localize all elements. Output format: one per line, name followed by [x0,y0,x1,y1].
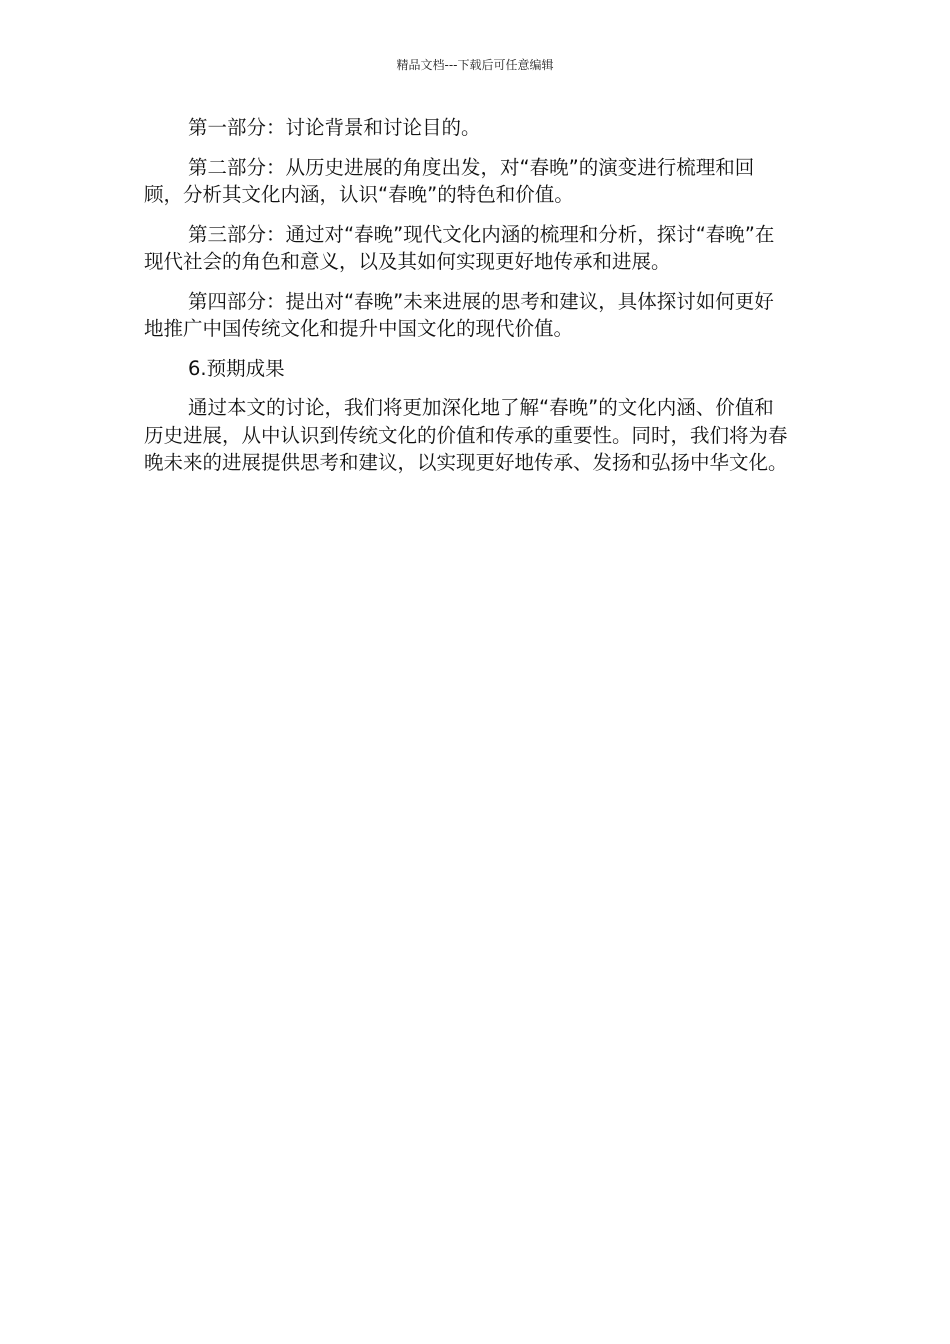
section-heading-expected-results: 6.预期成果 [188,356,285,380]
paragraph-part-one: 第一部分：讨论背景和讨论目的。 [188,116,481,139]
paragraph-part-four: 第四部分：提出对“春晚”未来进展的思考和建议，具体探讨如何更好地推广中国传统文化和提升中国文化的现代价值。 [144,289,774,340]
paragraph-part-two: 第二部分：从历史进展的角度出发，对“春晚”的演变进行梳理和回顾，分析其文化内涵，认识“春晚”的特色和价值。 [144,155,755,206]
page-header: 精品文档---下载后可任意编辑 [396,58,554,72]
paragraph-expected-results: 通过本文的讨论，我们将更加深化地了解“春晚”的文化内涵、价值和历史进展，从中认识到传统文化的价值和传承的重要性。同时，我们将为春晚未来的进展提供思考和建议，以实现更好地传承、发扬和弘扬中华文化。 [144,396,788,474]
document-body [144,114,792,489]
paragraph-part-three: 第三部分：通过对“春晚”现代文化内涵的梳理和分析，探讨“春晚”在现代社会的角色和意义，以及其如何实现更好地传承和进展。 [144,222,775,273]
